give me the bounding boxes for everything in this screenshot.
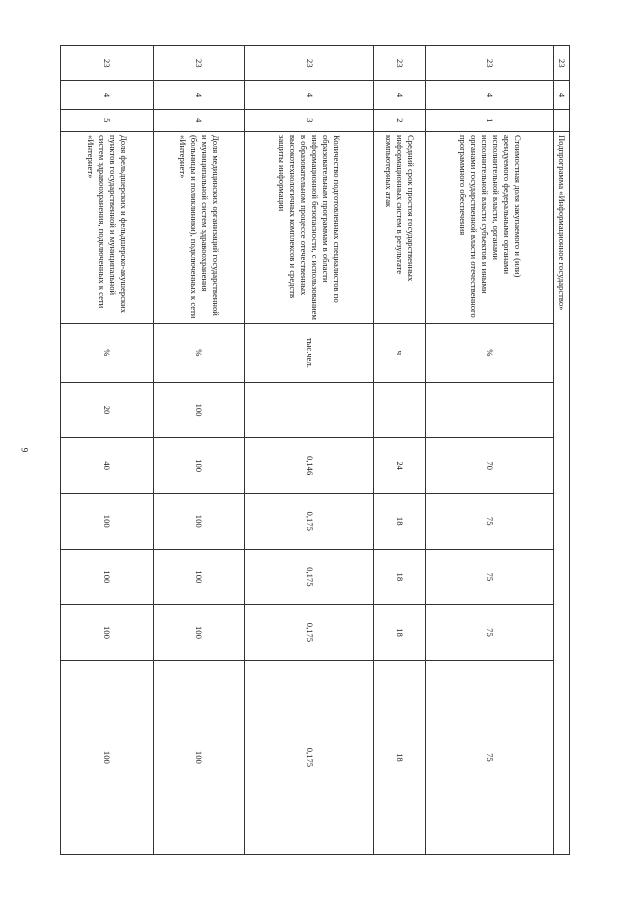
value-3: 0,175: [244, 493, 374, 549]
row-number: 1: [426, 109, 554, 131]
subprogram-code3: [553, 109, 569, 131]
indicator-unit: ч: [374, 324, 426, 383]
table-row: [61, 46, 154, 855]
value-1: [426, 382, 554, 438]
value-4: 18: [374, 549, 426, 605]
value-4: 0,175: [244, 549, 374, 605]
row-code1: 23: [426, 46, 554, 81]
indicator-unit: тыс.чел.: [244, 324, 374, 383]
row-code1: 23: [244, 46, 374, 81]
value-6: 0,175: [244, 660, 374, 854]
value-1: 100: [153, 382, 244, 438]
value-4: 100: [153, 549, 244, 605]
value-1: [244, 382, 374, 438]
value-2: 100: [153, 438, 244, 494]
subprogram-title: Подпрограмма «Информационное государство»: [553, 131, 569, 854]
value-3: 100: [61, 493, 154, 549]
value-4: 100: [61, 549, 154, 605]
value-5: 18: [374, 605, 426, 661]
row-code1: 23: [153, 46, 244, 81]
row-number: 3: [244, 109, 374, 131]
value-3: 18: [374, 493, 426, 549]
indicator-name: Стоимостная доля закупаемого и (или) арендуемого федеральными органами исполнительной власти, органами исполнительной власти субъектов и иными органами государственной власти отечественного программного обеспечения: [426, 131, 554, 323]
table-row: [153, 46, 244, 855]
row-number: 2: [374, 109, 426, 131]
indicator-unit: %: [61, 324, 154, 383]
value-1: 20: [61, 382, 154, 438]
row-code2: 4: [153, 81, 244, 109]
row-code2: 4: [374, 81, 426, 109]
row-number: 4: [153, 109, 244, 131]
indicator-name: Количество подготовленных специалистов по образовательным программам в области информационной безопасности, с использованием в образовательном процессе отечественных высокотехнологичных комплексов и средств защиты информации: [244, 131, 374, 323]
value-6: 100: [61, 660, 154, 854]
value-5: 100: [153, 605, 244, 661]
row-code2: 4: [426, 81, 554, 109]
subprogram-code2: 4: [553, 81, 569, 109]
row-number: 5: [61, 109, 154, 131]
value-6: 75: [426, 660, 554, 854]
indicator-name: Доля фельдшерских и фельдшерско-акушерских пунктов государственной и муниципальной систем здравоохранения, подключенных к сети «Интернет»: [61, 131, 154, 323]
subprogram-code1: 23: [553, 46, 569, 81]
value-3: 75: [426, 493, 554, 549]
value-6: 18: [374, 660, 426, 854]
value-5: 0,175: [244, 605, 374, 661]
value-3: 100: [153, 493, 244, 549]
value-2: 70: [426, 438, 554, 494]
indicator-name: Доля медицинских организаций государственной и муниципальной систем здравоохранения (больницы и поликлиники), подключенных к сети «Интернет»: [153, 131, 244, 323]
value-5: 75: [426, 605, 554, 661]
table-row: [426, 46, 554, 855]
row-code1: 23: [61, 46, 154, 81]
value-4: 75: [426, 549, 554, 605]
rotated-table-container: [60, 45, 570, 855]
subprogram-row: [553, 46, 569, 855]
indicator-name: Средний срок простоя государственных информационных систем в результате компьютерных атак: [374, 131, 426, 323]
table-row: [374, 46, 426, 855]
value-2: 40: [61, 438, 154, 494]
row-code2: 4: [61, 81, 154, 109]
table-row: [244, 46, 374, 855]
value-1: [374, 382, 426, 438]
value-5: 100: [61, 605, 154, 661]
value-6: 100: [153, 660, 244, 854]
indicator-unit: %: [153, 324, 244, 383]
page-number: 9: [19, 447, 30, 453]
indicator-table: [60, 45, 570, 855]
indicator-unit: %: [426, 324, 554, 383]
value-2: 24: [374, 438, 426, 494]
row-code1: 23: [374, 46, 426, 81]
row-code2: 4: [244, 81, 374, 109]
value-2: 0,146: [244, 438, 374, 494]
